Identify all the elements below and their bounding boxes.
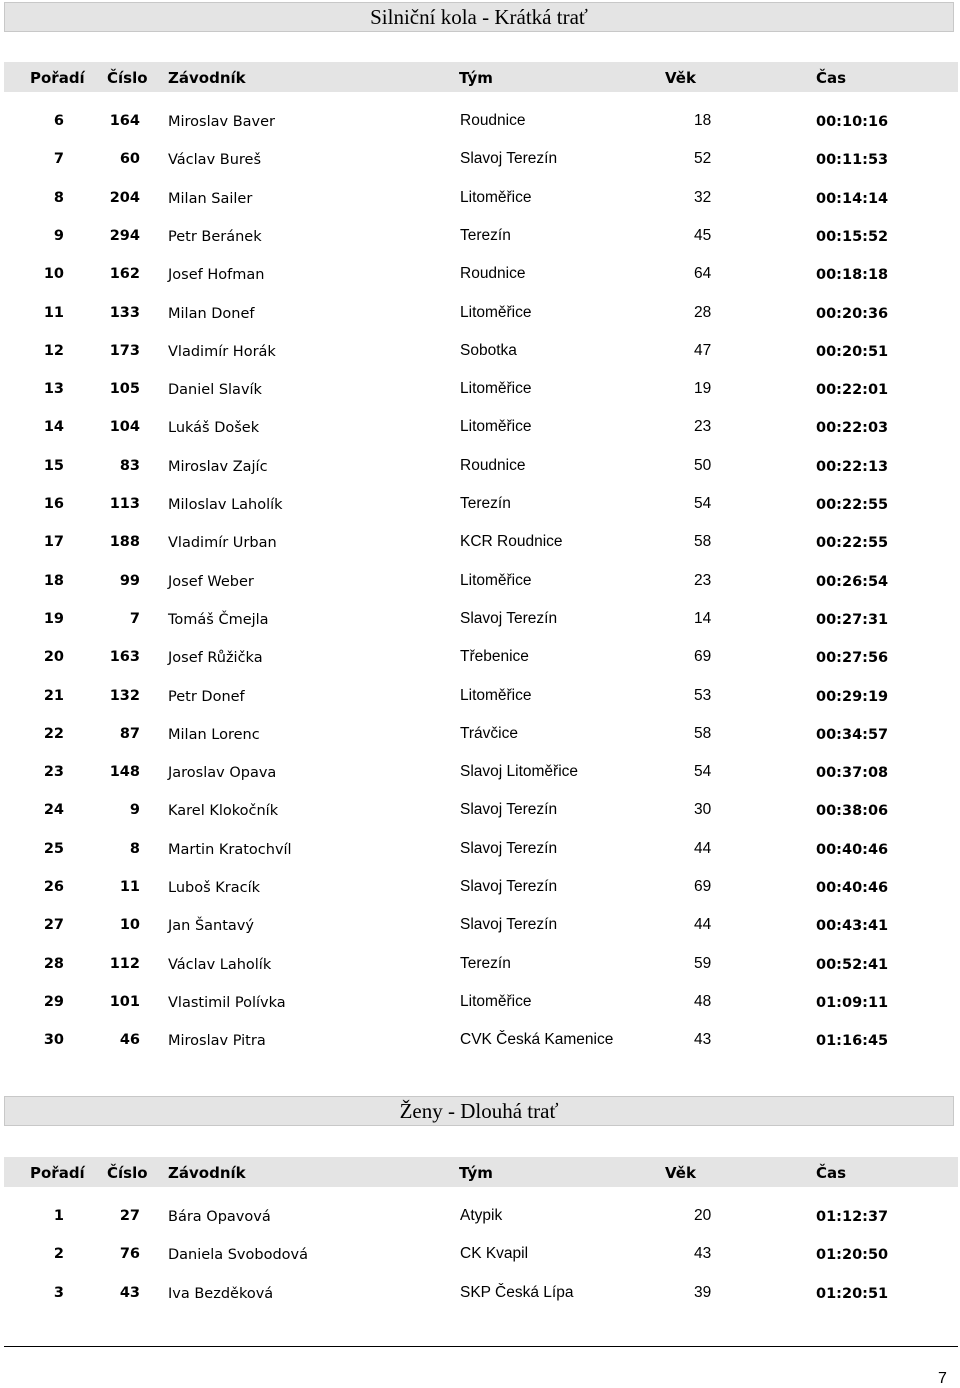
cell-age: 58: [694, 533, 712, 551]
section-title: Ženy - Dlouhá trať: [4, 1096, 954, 1126]
cell-number: 104: [109, 419, 140, 436]
cell-racer: Miroslav Baver: [168, 114, 276, 130]
cell-age: 19: [694, 380, 712, 398]
table-row: [0, 868, 960, 906]
table-row: [0, 562, 960, 600]
cell-age: 54: [694, 763, 712, 781]
cell-age: 45: [694, 226, 712, 244]
cell-position: 24: [43, 802, 64, 819]
cell-position: 7: [53, 151, 64, 168]
section-title: Silniční kola - Krátká trať: [4, 2, 954, 32]
cell-time: 00:22:03: [816, 420, 889, 437]
cell-age: 47: [694, 341, 712, 359]
cell-team: Terezín: [460, 495, 511, 512]
cell-team: Litoměřice: [460, 188, 532, 206]
cell-team: Slavoj Terezín: [460, 609, 558, 627]
cell-time: 00:15:52: [816, 228, 889, 245]
cell-team: Atypik: [460, 1207, 503, 1224]
cell-number: 7: [129, 610, 140, 627]
column-header-time: Čas: [816, 69, 847, 87]
table-row: [0, 217, 960, 255]
table-row: [0, 485, 960, 523]
cell-age: 28: [694, 303, 712, 321]
cell-number: 204: [109, 189, 140, 206]
cell-number: 105: [109, 381, 140, 398]
cell-time: 00:27:56: [816, 650, 889, 667]
cell-racer: Martin Kratochvíl: [168, 841, 292, 858]
cell-position: 9: [53, 227, 64, 244]
column-header-number: Číslo: [107, 1164, 148, 1182]
cell-team: Roudnice: [460, 112, 526, 129]
cell-number: 162: [109, 266, 140, 283]
table-row: [0, 447, 960, 485]
cell-number: 164: [109, 113, 140, 129]
cell-position: 3: [53, 1284, 64, 1301]
cell-racer: Milan Sailer: [168, 190, 253, 207]
cell-position: 13: [43, 381, 64, 398]
cell-time: 00:38:06: [816, 803, 889, 820]
cell-position: 16: [43, 496, 64, 512]
cell-time: 00:11:53: [816, 152, 889, 169]
cell-age: 64: [694, 265, 712, 283]
cell-team: KCR Roudnice: [460, 533, 563, 551]
table-row: [0, 945, 960, 983]
cell-age: 14: [694, 609, 712, 627]
cell-number: 173: [109, 342, 140, 359]
table-row: [0, 983, 960, 1021]
table-row: [0, 906, 960, 944]
cell-number: 46: [119, 1032, 140, 1049]
cell-time: 00:22:55: [816, 535, 889, 552]
cell-age: 23: [694, 571, 712, 589]
column-header-number: Číslo: [107, 69, 148, 87]
cell-racer: Miroslav Pitra: [168, 1033, 266, 1050]
cell-position: 18: [43, 572, 64, 589]
table-row: [0, 638, 960, 676]
cell-age: 43: [694, 1031, 712, 1049]
cell-number: 27: [119, 1208, 140, 1224]
cell-age: 44: [694, 839, 712, 857]
cell-age: 39: [694, 1283, 712, 1301]
cell-racer: Vladimír Horák: [168, 343, 276, 360]
cell-position: 2: [53, 1246, 64, 1263]
cell-team: Litoměřice: [460, 992, 532, 1010]
cell-racer: Karel Klokočník: [168, 803, 279, 820]
cell-racer: Bára Opavová: [168, 1209, 271, 1225]
cell-time: 00:40:46: [816, 880, 889, 896]
cell-time: 00:22:55: [816, 497, 889, 513]
cell-age: 53: [694, 686, 712, 704]
cell-time: 01:12:37: [816, 1209, 889, 1225]
cell-time: 01:16:45: [816, 1033, 889, 1050]
cell-team: SKP Česká Lípa: [460, 1283, 574, 1301]
cell-racer: Václav Laholík: [168, 956, 272, 973]
cell-age: 59: [694, 954, 712, 972]
cell-racer: Jaroslav Opava: [168, 765, 277, 782]
cell-number: 60: [119, 151, 140, 168]
table-row: [0, 677, 960, 715]
cell-position: 17: [43, 534, 64, 551]
cell-time: 00:34:57: [816, 726, 889, 743]
cell-racer: Tomáš Čmejla: [168, 611, 269, 628]
cell-number: 9: [129, 802, 140, 819]
cell-age: 18: [694, 112, 712, 129]
cell-team: Slavoj Terezín: [460, 150, 558, 168]
cell-time: 00:43:41: [816, 918, 889, 935]
cell-team: Litoměřice: [460, 571, 532, 589]
column-header-time: Čas: [816, 1164, 847, 1182]
cell-team: Litoměřice: [460, 418, 532, 436]
cell-racer: Jan Šantavý: [168, 918, 254, 935]
cell-age: 23: [694, 418, 712, 436]
cell-position: 30: [43, 1032, 64, 1049]
cell-time: 00:14:14: [816, 190, 889, 207]
cell-position: 20: [43, 649, 64, 666]
cell-number: 83: [119, 457, 140, 474]
cell-position: 12: [43, 342, 64, 359]
cell-racer: Milan Lorenc: [168, 726, 260, 743]
cell-number: 163: [109, 649, 140, 666]
cell-team: Trávčice: [460, 724, 518, 742]
cell-racer: Petr Beránek: [168, 228, 262, 245]
cell-team: Litoměřice: [460, 303, 532, 321]
cell-number: 112: [109, 955, 140, 972]
cell-number: 148: [109, 764, 140, 781]
cell-time: 00:37:08: [816, 765, 889, 782]
cell-time: 00:10:16: [816, 114, 889, 130]
cell-racer: Josef Růžička: [168, 650, 263, 667]
table-row: [0, 179, 960, 217]
cell-team: Slavoj Litoměřice: [460, 763, 579, 781]
cell-position: 28: [43, 955, 64, 972]
cell-position: 29: [43, 993, 64, 1010]
column-header-position: Pořadí: [30, 1164, 85, 1182]
cell-racer: Daniela Svobodová: [168, 1247, 308, 1264]
cell-team: Litoměřice: [460, 686, 532, 704]
cell-number: 101: [109, 993, 140, 1010]
cell-age: 69: [694, 648, 712, 666]
table-row: [0, 370, 960, 408]
cell-age: 58: [694, 724, 712, 742]
column-header-team: Tým: [459, 69, 493, 87]
table-row: [0, 1021, 960, 1059]
cell-position: 27: [43, 917, 64, 934]
cell-racer: Vladimír Urban: [168, 535, 277, 552]
cell-number: 133: [109, 304, 140, 321]
cell-racer: Václav Bureš: [168, 152, 262, 169]
cell-team: CVK Česká Kamenice: [460, 1031, 614, 1049]
table-row: [0, 715, 960, 753]
cell-position: 6: [53, 113, 64, 129]
cell-racer: Josef Hofman: [168, 267, 265, 284]
cell-time: 00:20:51: [816, 343, 889, 360]
table-row: [0, 753, 960, 791]
cell-time: 00:18:18: [816, 267, 889, 284]
cell-time: 00:29:19: [816, 688, 889, 705]
cell-racer: Iva Bezděková: [168, 1285, 274, 1302]
table-row: [0, 255, 960, 293]
cell-time: 00:20:36: [816, 305, 889, 322]
cell-age: 69: [694, 878, 712, 895]
table-row: [0, 140, 960, 178]
cell-position: 15: [43, 457, 64, 474]
cell-age: 44: [694, 916, 712, 934]
column-header-team: Tým: [459, 1164, 493, 1182]
cell-time: 01:20:50: [816, 1247, 889, 1264]
cell-number: 10: [119, 917, 140, 934]
cell-racer: Milan Donef: [168, 305, 255, 322]
cell-racer: Miroslav Zajíc: [168, 458, 268, 475]
cell-team: Terezín: [460, 226, 511, 244]
column-header-racer: Závodník: [168, 69, 246, 87]
cell-team: Slavoj Terezín: [460, 916, 558, 934]
cell-age: 32: [694, 188, 712, 206]
cell-position: 8: [53, 189, 64, 206]
cell-team: Terezín: [460, 954, 511, 972]
cell-team: Sobotka: [460, 341, 517, 359]
table-header: [4, 62, 958, 92]
cell-position: 26: [43, 879, 64, 895]
table-row: [0, 1197, 960, 1235]
cell-time: 01:20:51: [816, 1285, 889, 1302]
cell-time: 00:22:01: [816, 382, 889, 399]
column-header-age: Věk: [665, 1164, 696, 1182]
cell-time: 00:27:31: [816, 611, 889, 628]
cell-position: 25: [43, 840, 64, 857]
page-number: 7: [938, 1370, 947, 1387]
cell-position: 14: [43, 419, 64, 436]
cell-position: 21: [43, 687, 64, 704]
cell-team: CK Kvapil: [460, 1245, 529, 1263]
cell-racer: Miloslav Laholík: [168, 497, 283, 513]
table-row: [0, 102, 960, 140]
cell-position: 1: [53, 1208, 64, 1224]
footer-divider: [4, 1346, 958, 1347]
column-header-age: Věk: [665, 69, 696, 87]
cell-time: 01:09:11: [816, 994, 889, 1011]
table-row: [0, 408, 960, 446]
table-row: [0, 1235, 960, 1273]
cell-racer: Vlastimil Polívka: [168, 994, 286, 1011]
table-header: [4, 1157, 958, 1187]
cell-number: 113: [109, 496, 140, 512]
cell-number: 294: [109, 227, 140, 244]
cell-age: 52: [694, 150, 712, 168]
cell-age: 43: [694, 1245, 712, 1263]
table-row: [0, 332, 960, 370]
cell-team: Roudnice: [460, 456, 526, 474]
cell-age: 30: [694, 801, 712, 819]
table-row: [0, 791, 960, 829]
cell-position: 11: [43, 304, 64, 321]
table-row: [0, 830, 960, 868]
cell-position: 22: [43, 725, 64, 742]
cell-racer: Josef Weber: [168, 573, 254, 590]
cell-number: 43: [119, 1284, 140, 1301]
cell-age: 48: [694, 992, 712, 1010]
cell-team: Litoměřice: [460, 380, 532, 398]
table-row: [0, 1274, 960, 1312]
cell-racer: Daniel Slavík: [168, 382, 262, 399]
column-header-position: Pořadí: [30, 69, 85, 87]
cell-team: Slavoj Terezín: [460, 801, 558, 819]
cell-time: 00:52:41: [816, 956, 889, 973]
cell-time: 00:22:13: [816, 458, 889, 475]
cell-number: 188: [109, 534, 140, 551]
cell-team: Slavoj Terezín: [460, 839, 558, 857]
table-row: [0, 294, 960, 332]
cell-time: 00:40:46: [816, 841, 889, 858]
cell-team: Slavoj Terezín: [460, 878, 558, 895]
cell-racer: Luboš Kracík: [168, 880, 261, 896]
cell-number: 99: [119, 572, 140, 589]
cell-number: 132: [109, 687, 140, 704]
cell-age: 54: [694, 495, 712, 512]
cell-team: Třebenice: [460, 648, 529, 666]
table-row: [0, 523, 960, 561]
table-row: [0, 600, 960, 638]
cell-position: 19: [43, 610, 64, 627]
cell-number: 8: [129, 840, 140, 857]
cell-number: 87: [119, 725, 140, 742]
cell-racer: Lukáš Došek: [168, 420, 260, 437]
cell-number: 76: [119, 1246, 140, 1263]
cell-age: 20: [694, 1207, 712, 1224]
cell-position: 23: [43, 764, 64, 781]
cell-team: Roudnice: [460, 265, 526, 283]
cell-age: 50: [694, 456, 712, 474]
cell-time: 00:26:54: [816, 573, 889, 590]
cell-position: 10: [43, 266, 64, 283]
cell-number: 11: [119, 879, 140, 895]
column-header-racer: Závodník: [168, 1164, 246, 1182]
cell-racer: Petr Donef: [168, 688, 245, 705]
